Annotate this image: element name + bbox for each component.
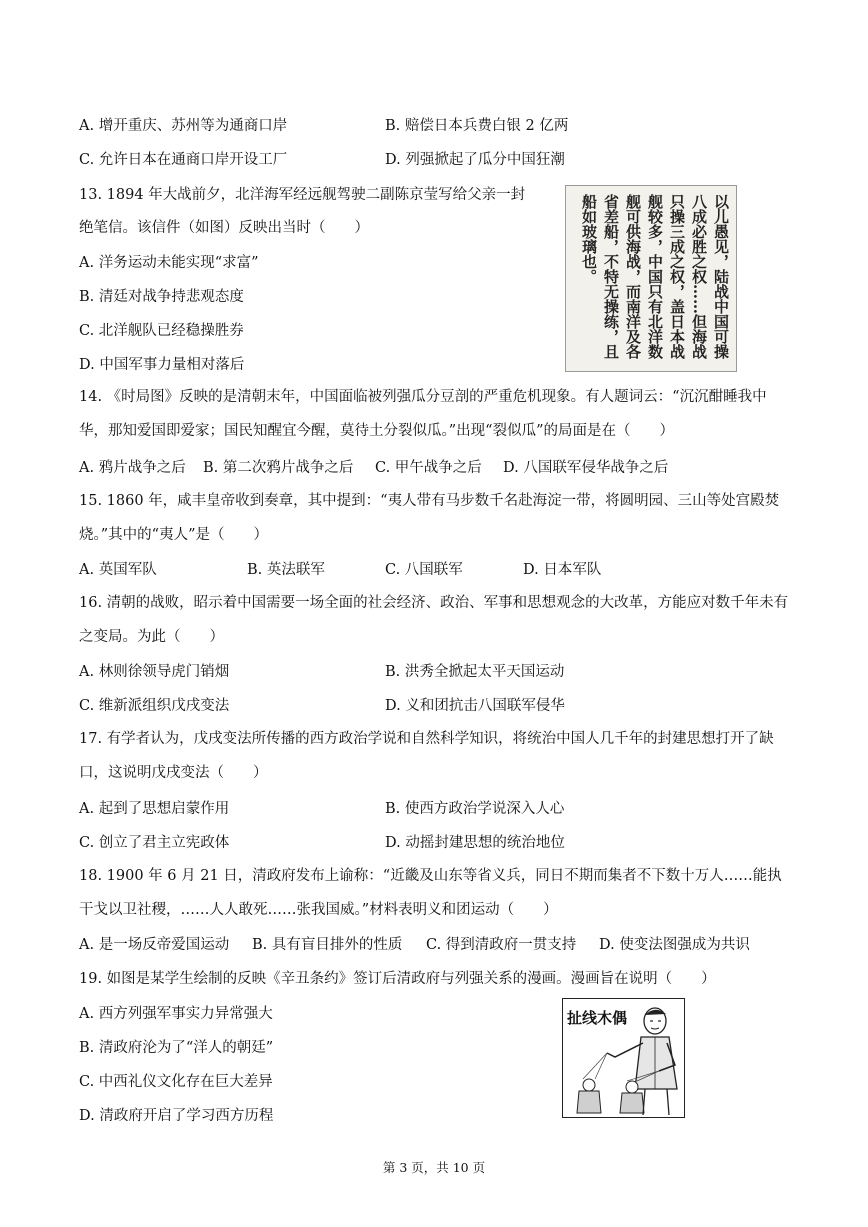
q18-option-c: C. 得到清政府一贯支持 bbox=[426, 937, 577, 953]
q14-option-c: C. 甲午战争之后 bbox=[375, 460, 482, 476]
q17-option-d: D. 动摇封建思想的统治地位 bbox=[385, 835, 565, 851]
q14-stem: 14. 《时局图》反映的是清朝末年，中国面临被列强瓜分豆剖的严重危机现象。有人题词云：“沉沉酣睡我中华，那知爱国即爱家；国民知醒宜今醒，莫待土分裂似瓜。”出现“裂似瓜”的局面是在（ ） bbox=[79, 389, 767, 439]
q17-stem: 17. 有学者认为，戊戌变法所传播的西方政治学说和自然科学知识，将统治中国人几千年的封建思想打开了缺口，这说明戊戌变法（ ） bbox=[79, 731, 774, 781]
q16-stem: 16. 清朝的战败，昭示着中国需要一场全面的社会经济、政治、军事和思想观念的大改革，方能应对数千年未有之变局。为此（ ） bbox=[79, 595, 789, 645]
q14-option-b: B. 第二次鸦片战争之后 bbox=[203, 460, 354, 476]
q12-option-c: C. 允许日本在通商口岸开设工厂 bbox=[79, 152, 288, 168]
q12-option-b: B. 赔偿日本兵费白银 2 亿两 bbox=[385, 118, 569, 134]
q15-option-c: C. 八国联军 bbox=[385, 562, 463, 578]
cartoon-title: 扯线木偶 bbox=[567, 1009, 628, 1027]
letter-column: 只操三成之权，盖日本战 bbox=[668, 194, 686, 359]
q19-option-d: D. 清政府开启了学习西方历程 bbox=[79, 1108, 274, 1124]
q13-option-d: D. 中国军事力量相对落后 bbox=[79, 357, 245, 373]
q14-option-d: D. 八国联军侵华战争之后 bbox=[503, 460, 669, 476]
q15-option-b: B. 英法联军 bbox=[247, 562, 325, 578]
page-number: 第 3 页，共 10 页 bbox=[382, 1160, 486, 1175]
q12-option-a: A. 增开重庆、苏州等为通商口岸 bbox=[79, 118, 288, 134]
q17-option-c: C. 创立了君主立宪政体 bbox=[79, 835, 230, 851]
letter-column: 舰较多，中国只有北洋数 bbox=[646, 194, 664, 359]
q19-option-c: C. 中西礼仪文化存在巨大差异 bbox=[79, 1074, 273, 1090]
q16-option-d: D. 义和团抗击八国联军侵华 bbox=[385, 698, 565, 714]
letter-column: 省差船，不特无操练，且 bbox=[602, 194, 620, 359]
q16-option-c: C. 维新派组织戊戌变法 bbox=[79, 698, 230, 714]
puppet-cartoon bbox=[562, 998, 685, 1118]
letter-column: 以儿愚见，陆战中国可操 bbox=[712, 194, 730, 359]
letter-column: 船如玻璃也。 bbox=[580, 194, 598, 284]
q15-option-a: A. 英国军队 bbox=[79, 562, 157, 578]
letter-image bbox=[565, 185, 737, 372]
q12-option-d: D. 列强掀起了瓜分中国狂潮 bbox=[385, 152, 565, 168]
q16-option-a: A. 林则徐领导虎门销烟 bbox=[79, 664, 230, 680]
q18-option-a: A. 是一场反帝爱国运动 bbox=[79, 937, 230, 953]
q19-option-b: B. 清政府沦为了“洋人的朝廷” bbox=[79, 1040, 274, 1056]
letter-column: 八成必胜之权……但海战 bbox=[690, 194, 708, 359]
q13-option-a: A. 洋务运动未能实现“求富” bbox=[79, 255, 259, 271]
q18-option-b: B. 具有盲目排外的性质 bbox=[252, 937, 403, 953]
q13-option-c: C. 北洋舰队已经稳操胜券 bbox=[79, 323, 244, 339]
letter-column: 舰可供海战，而南洋及各 bbox=[624, 194, 642, 359]
q19-stem: 19. 如图是某学生绘制的反映《辛丑条约》签订后清政府与列强关系的漫画。漫画旨在说明（ ） bbox=[79, 971, 716, 987]
q15-stem: 15. 1860 年，咸丰皇帝收到奏章，其中提到：“夷人带有马步数千名赴海淀一带，将圆明园、三山等处宫殿焚烧。”其中的“夷人”是（ ） bbox=[79, 493, 780, 543]
q13-stem-line2: 绝笔信。该信件（如图）反映出当时（ ） bbox=[79, 220, 369, 236]
q14-option-a: A. 鸦片战争之后 bbox=[79, 460, 186, 476]
q16-option-b: B. 洪秀全掀起太平天国运动 bbox=[385, 664, 565, 680]
q17-option-a: A. 起到了思想启蒙作用 bbox=[79, 801, 230, 817]
q15-option-d: D. 日本军队 bbox=[523, 562, 602, 578]
q17-option-b: B. 使西方政治学说深入人心 bbox=[385, 801, 565, 817]
q18-option-d: D. 使变法图强成为共识 bbox=[599, 937, 750, 953]
q13-stem-line1: 13. 1894 年大战前夕，北洋海军经远舰驾驶二副陈京莹写给父亲一封 bbox=[79, 187, 526, 203]
q18-stem: 18. 1900 年 6 月 21 日，清政府发布上谕称：“近畿及山东等省义兵，同日不期而集者不下数十万人……能执干戈以卫社稷，……人人敢死……张我国威。”材料表明义和团运动（ ） bbox=[79, 868, 782, 918]
q19-option-a: A. 西方列强军事实力异常强大 bbox=[79, 1006, 273, 1022]
q13-option-b: B. 清廷对战争持悲观态度 bbox=[79, 289, 244, 305]
